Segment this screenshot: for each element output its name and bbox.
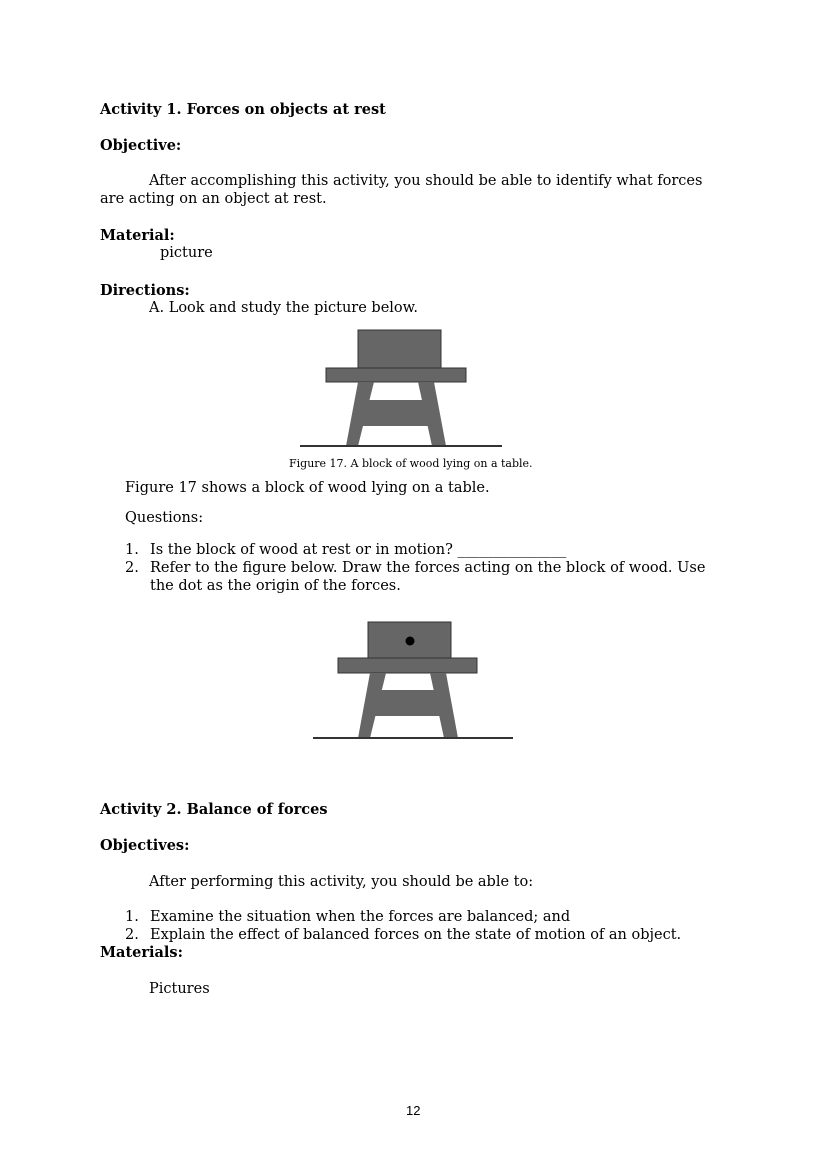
directions-heading: Directions: [100,282,190,299]
question-1-number: 1. [125,542,139,558]
table-with-dot-illustration [310,618,520,742]
material-text: picture [160,245,213,261]
page-number: 12 [406,1103,421,1118]
direction-a: A. Look and study the picture below. [149,300,418,316]
origin-dot [406,637,415,646]
materials-heading: Materials: [100,944,183,961]
materials-text: Pictures [149,981,210,997]
objective-1: Examine the situation when the forces are balanced; and [150,909,571,925]
objectives-heading: Objectives: [100,837,190,854]
activity1-title: Activity 1. Forces on objects at rest [100,101,386,118]
figure-17-caption: Figure 17. A block of wood lying on a table. [289,457,533,470]
question-2-number: 2. [125,560,139,576]
objective-1-number: 1. [125,909,139,925]
questions-heading: Questions: [125,510,204,526]
objectives-intro: After performing this activity, you should be able to: [149,874,534,890]
objective-2-number: 2. [125,927,139,943]
question-2-line-1: Refer to the figure below. Draw the forces acting on the block of wood. Use [150,560,706,576]
objective-text-2: are acting on an object at rest. [100,191,327,207]
question-1: Is the block of wood at rest or in motion? _______________ [150,542,567,558]
figure-17-table-illustration [296,326,506,450]
activity2-title: Activity 2. Balance of forces [100,801,328,818]
objective-2: Explain the effect of balanced forces on the state of motion of an object. [150,927,682,943]
figure-description: Figure 17 shows a block of wood lying on a table. [125,480,490,496]
objective-heading: Objective: [100,137,182,154]
material-heading: Material: [100,227,175,244]
question-2-line-2: the dot as the origin of the forces. [150,578,401,594]
objective-text-1: After accomplishing this activity, you should be able to identify what forces [149,173,703,189]
